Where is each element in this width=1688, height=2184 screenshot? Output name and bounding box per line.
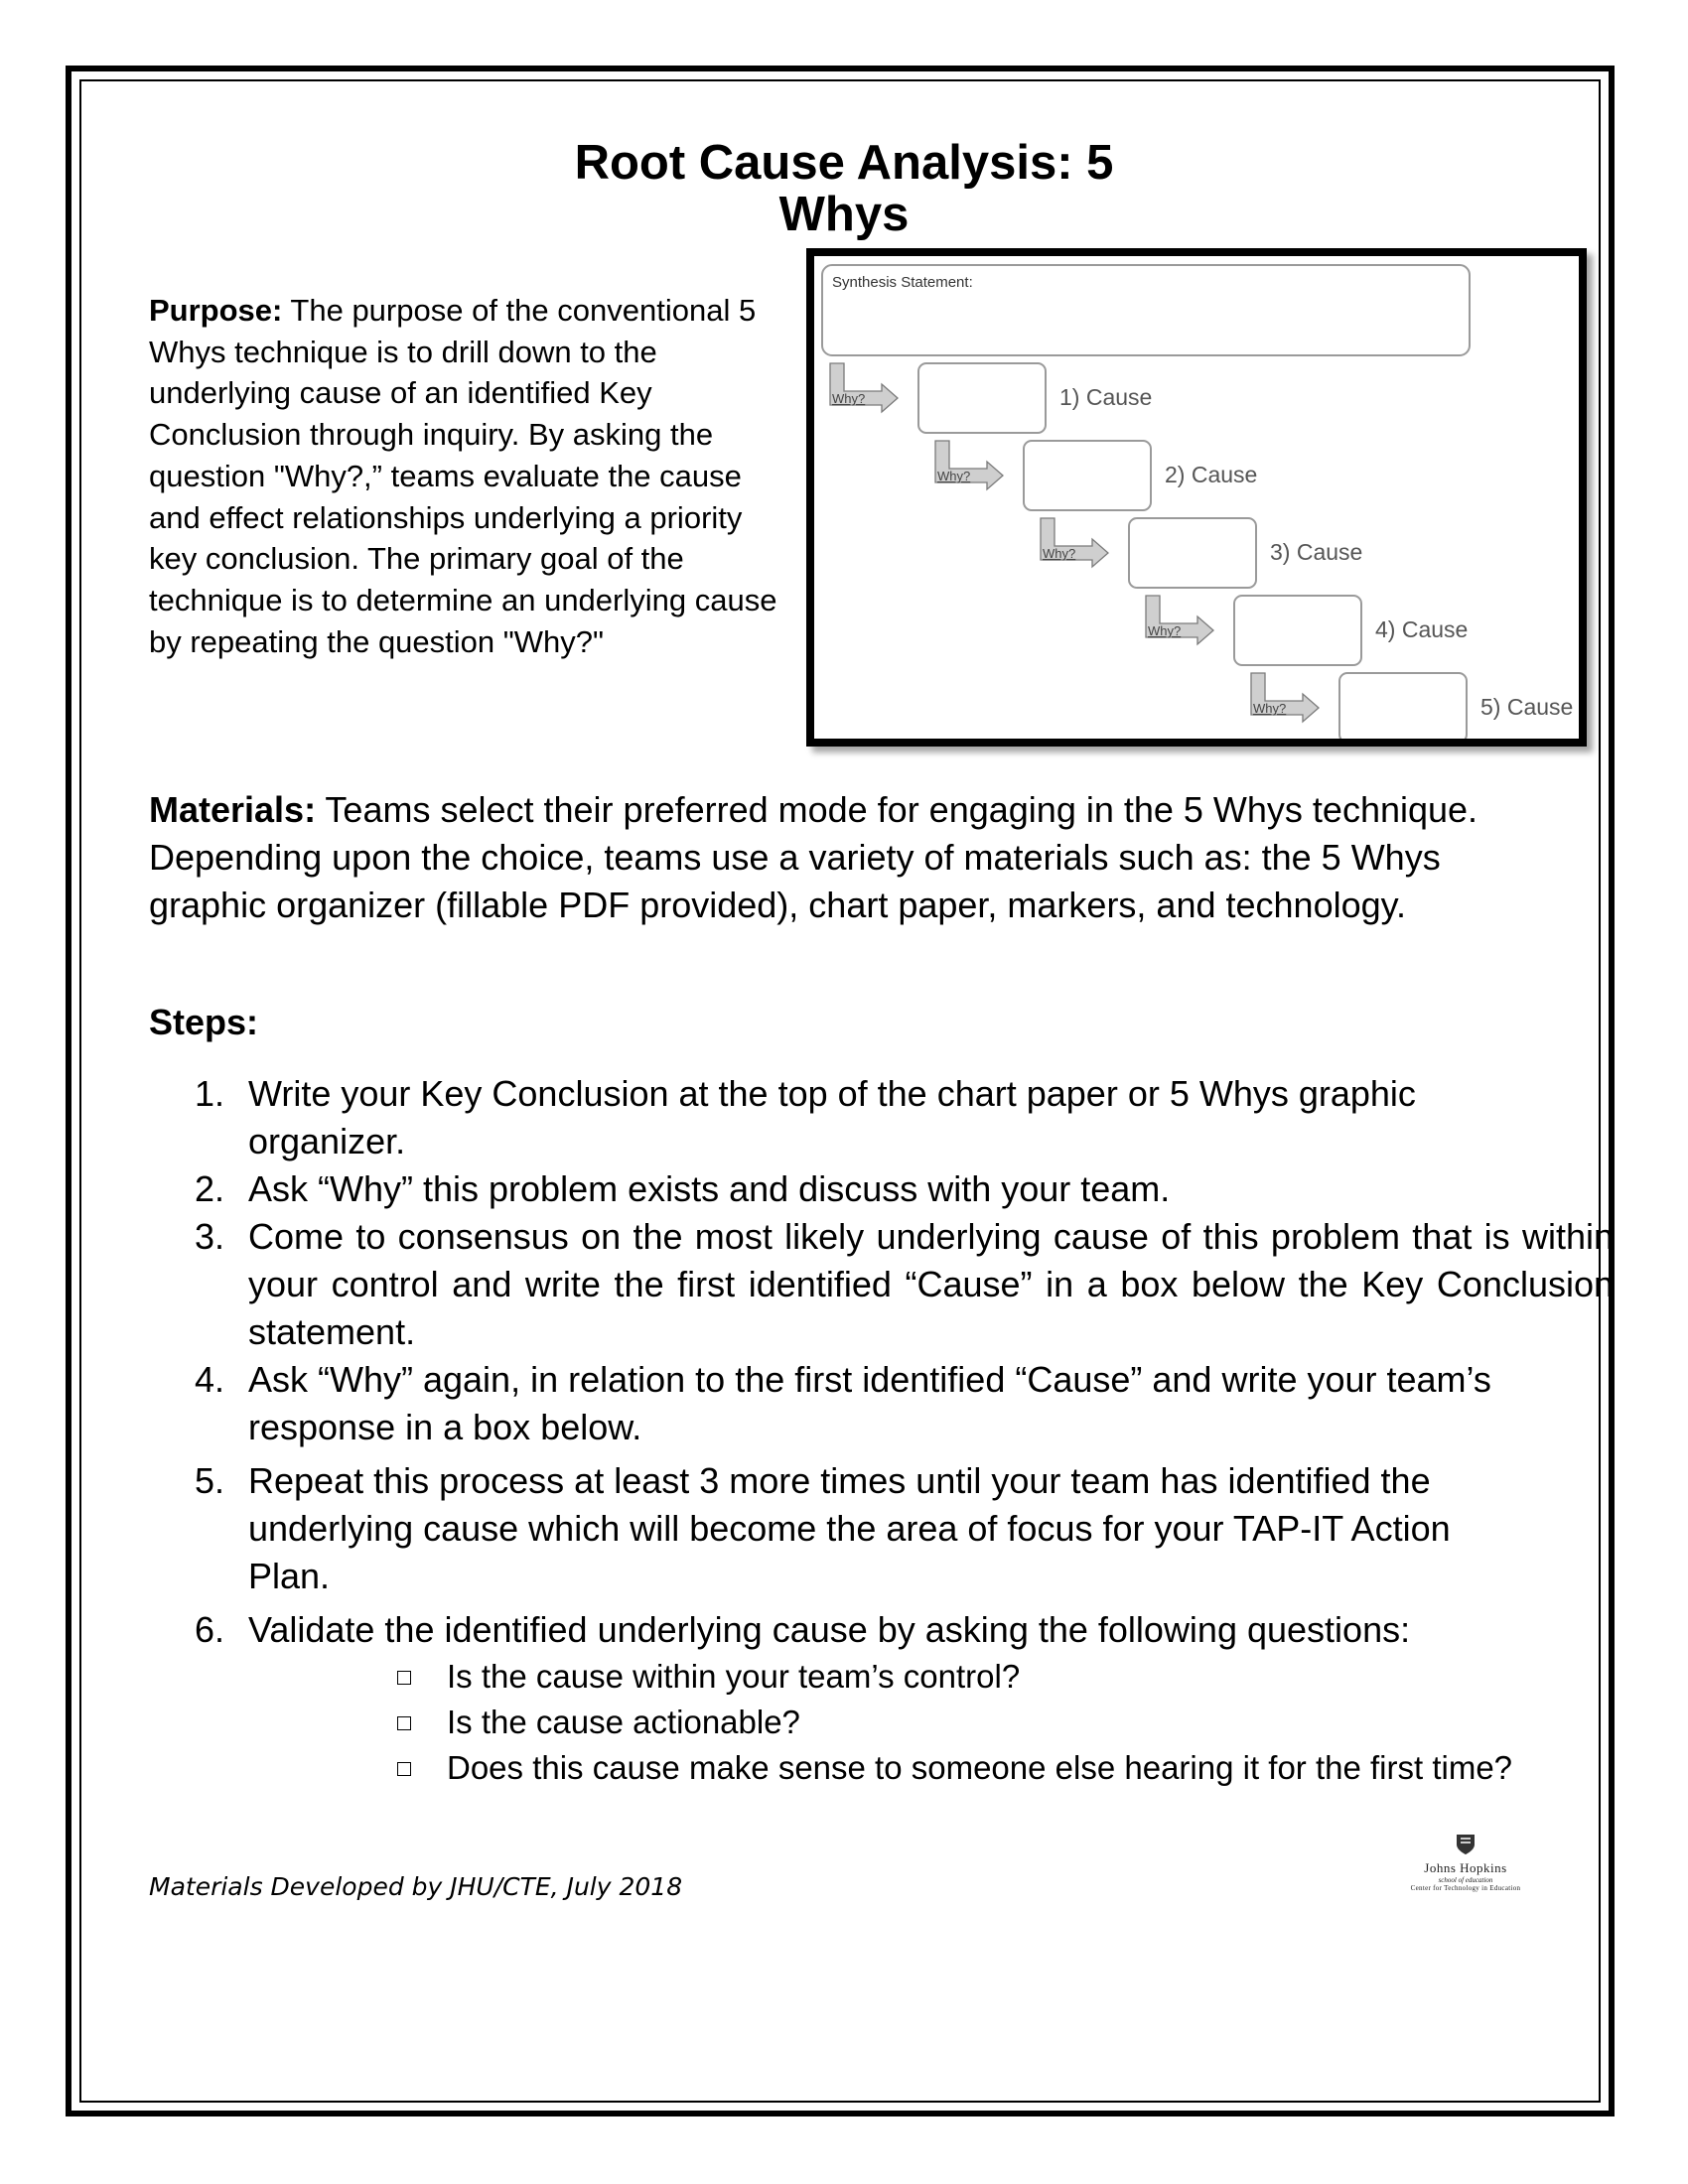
five-whys-diagram xyxy=(806,248,1587,747)
materials-paragraph xyxy=(149,786,1534,929)
why-label: Why? xyxy=(832,391,866,406)
cause-box xyxy=(1024,441,1151,510)
logo-line-1: Johns Hopkins xyxy=(1424,1860,1507,1875)
step-number: 6. xyxy=(195,1609,225,1650)
checkbox-icon xyxy=(397,1716,411,1730)
question-item xyxy=(397,1745,1534,1791)
step-item xyxy=(149,1606,1534,1791)
cause-box xyxy=(1339,673,1467,739)
step-text: Repeat this process at least 3 more times until your team has identified the underlying cause which will become the area of focus for your TAP-IT Action Plan. xyxy=(248,1460,1451,1596)
cause-label: 1) Cause xyxy=(1059,384,1153,410)
purpose-text: The purpose of the conventional 5 Whys technique is to drill down to the underlying cause of an identified Key Conclusion through inquiry. By asking the question "Why?,” teams evaluate the cause and effect relationships underlying a priority key conclusion. The primary goal of the technique is to determine an underlying cause by repeating the question "Why?" xyxy=(149,293,777,659)
logo-line-2: school of education xyxy=(1438,1876,1493,1884)
step-text: Validate the identified underlying cause by asking the following questions: xyxy=(248,1609,1411,1650)
purpose-paragraph xyxy=(149,290,784,662)
step-text: Ask “Why” this problem exists and discuss with your team. xyxy=(248,1168,1171,1209)
question-text: Is the cause within your team’s control? xyxy=(447,1658,1021,1695)
why-label: Why? xyxy=(1148,623,1182,638)
steps-heading: Steps: xyxy=(149,1002,259,1042)
synthesis-statement-label: Synthesis Statement: xyxy=(832,274,973,291)
step-item xyxy=(149,1070,1534,1165)
cause-label: 4) Cause xyxy=(1375,616,1469,642)
question-item xyxy=(397,1700,1534,1745)
step-number: 5. xyxy=(195,1460,225,1501)
step-item xyxy=(149,1356,1534,1451)
step-text: Come to consensus on the most likely underlying cause of this problem that is within your control and write the first identified “Cause” in a box below the Key Conclusion statement. xyxy=(248,1216,1614,1352)
checkbox-icon xyxy=(397,1671,411,1685)
cause-label: 2) Cause xyxy=(1165,462,1258,487)
title-line-2: Whys xyxy=(778,188,910,241)
title-line-1: Root Cause Analysis: 5 xyxy=(574,136,1114,190)
validation-questions xyxy=(248,1654,1534,1791)
logo-line-3: Center for Technology in Education xyxy=(1410,1884,1521,1892)
question-text: Is the cause actionable? xyxy=(447,1704,800,1740)
shield-icon xyxy=(1455,1833,1477,1856)
why-label: Why? xyxy=(1043,546,1076,561)
step-number: 4. xyxy=(195,1359,225,1400)
step-text: Ask “Why” again, in relation to the first identified “Cause” and write your team’s response in a box below. xyxy=(248,1359,1491,1447)
why-label: Why? xyxy=(1253,701,1287,716)
step-item xyxy=(149,1213,1614,1356)
why-label: Why? xyxy=(937,469,971,483)
steps-list xyxy=(149,1070,1614,1791)
materials-label: Materials: xyxy=(149,789,317,830)
purpose-label: Purpose: xyxy=(149,293,283,328)
step-number: 3. xyxy=(195,1216,225,1257)
jhu-logo xyxy=(1386,1833,1545,1892)
footer-credit: Materials Developed by JHU/CTE, July 2018 xyxy=(149,1872,683,1901)
cause-label: 5) Cause xyxy=(1480,694,1574,720)
step-item xyxy=(149,1457,1534,1600)
page-title xyxy=(516,137,1172,240)
cause-box xyxy=(1129,518,1256,588)
step-item xyxy=(149,1165,1534,1213)
step-number: 1. xyxy=(195,1073,225,1114)
question-text: Does this cause make sense to someone else hearing it for the first time? xyxy=(447,1749,1513,1786)
materials-text: Teams select their preferred mode for engaging in the 5 Whys technique. Depending upon the choice, teams use a variety of materials such as: the 5 Whys graphic organizer (fillable PDF provided), chart paper, markers, and technology. xyxy=(149,789,1478,925)
step-text: Write your Key Conclusion at the top of the chart paper or 5 Whys graphic organizer. xyxy=(248,1073,1416,1161)
cause-box xyxy=(1234,596,1361,665)
step-number: 2. xyxy=(195,1168,225,1209)
question-item xyxy=(397,1654,1534,1700)
cause-label: 3) Cause xyxy=(1270,539,1363,565)
checkbox-icon xyxy=(397,1762,411,1776)
cause-box xyxy=(918,363,1046,433)
